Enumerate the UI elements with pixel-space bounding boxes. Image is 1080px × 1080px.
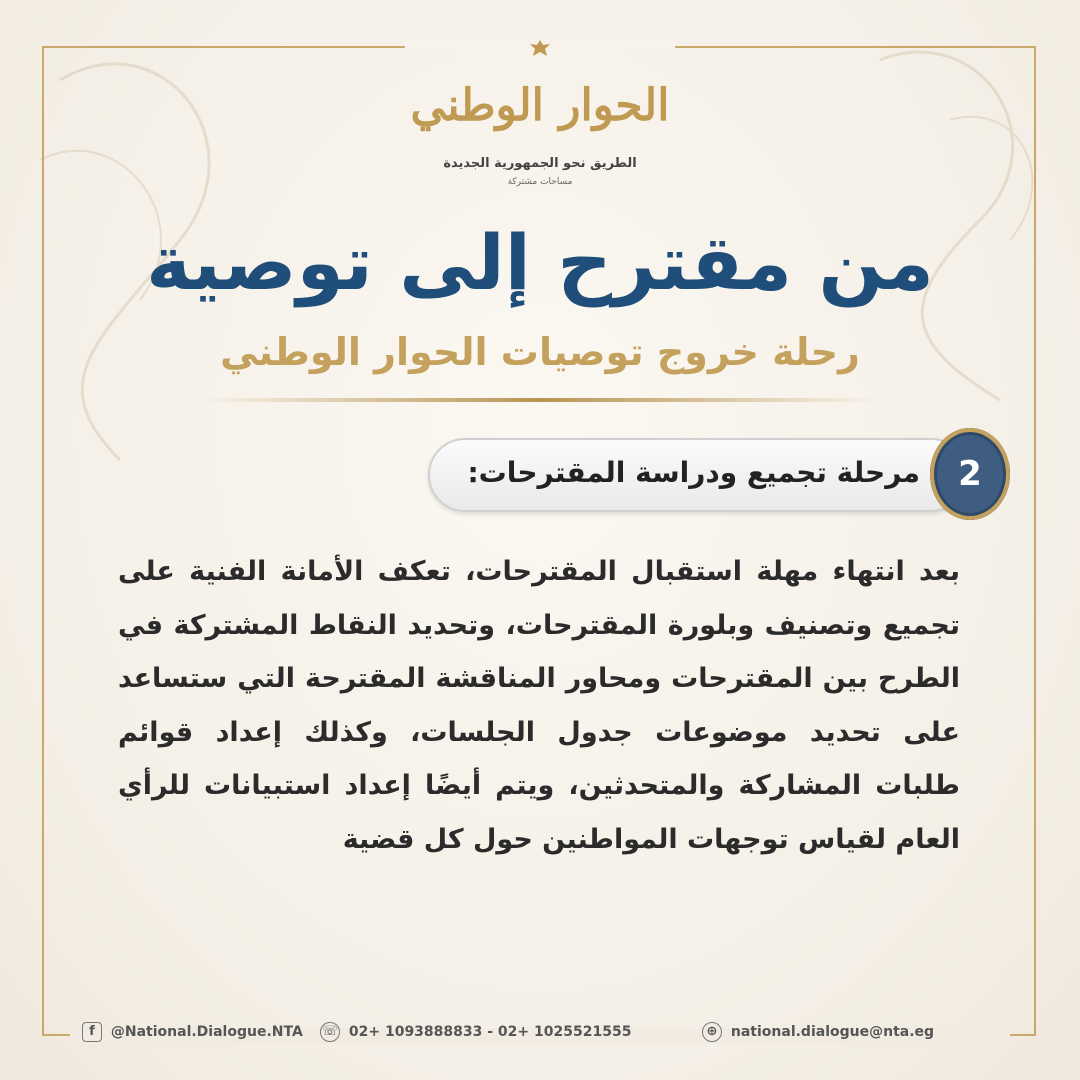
- logo-title: الحوار الوطني: [410, 80, 670, 131]
- footer-phones[interactable]: [320, 1016, 631, 1048]
- logo-subline: مساحات مشتركة: [507, 177, 573, 187]
- page-subtitle: رحلة خروج توصيات الحوار الوطني: [220, 330, 860, 374]
- page-title: من مقترح إلى توصية: [146, 218, 934, 307]
- email-address: national.dialogue@nta.eg: [730, 1024, 935, 1040]
- eagle-emblem-icon: [528, 38, 552, 58]
- gold-divider: [200, 398, 880, 402]
- stage-label: مرحلة تجميع ودراسة المقترحات:: [467, 456, 920, 489]
- facebook-icon: f: [82, 1022, 102, 1042]
- footer-facebook[interactable]: [82, 1016, 303, 1048]
- phone-numbers: 02+ 1093888833 - 02+ 1025521555: [348, 1024, 632, 1040]
- body-paragraph: بعد انتهاء مهلة استقبال المقترحات، تعكف الأمانة الفنية على تجميع وتصنيف وبلورة المقترحات، وتحديد النقاط المشتركة في الطرح بين المقترحات ومحاور المناقشة المقترحة التي ستساعد على تحديد موضوعات جدول الجلسات، وكذلك إعداد قوائم طلبات المشاركة والمتحدثين، ويتم أيضًا إعداد استبيانات للرأي العام لقياس توجهات المواطنين حول كل قضية: [118, 556, 960, 855]
- facebook-handle: @National.Dialogue.NTA: [110, 1024, 303, 1040]
- logo-tagline: الطريق نحو الجمهورية الجديدة: [443, 156, 637, 171]
- stage-number: 2: [958, 454, 982, 494]
- footer: [80, 1016, 1000, 1048]
- national-dialogue-logo: [400, 36, 680, 206]
- globe-icon: ⊕: [702, 1022, 722, 1042]
- whatsapp-icon: ☏: [320, 1022, 340, 1042]
- footer-email[interactable]: [702, 1016, 934, 1048]
